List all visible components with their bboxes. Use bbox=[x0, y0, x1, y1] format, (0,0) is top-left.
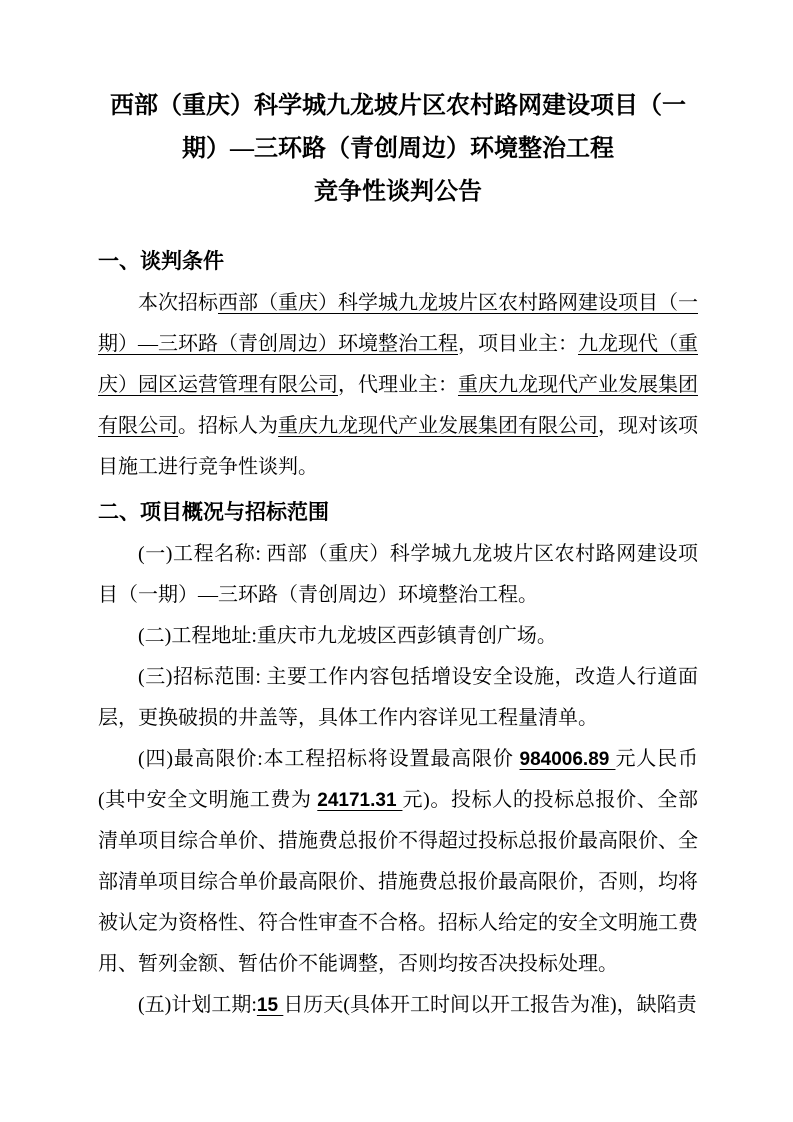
text-run: (五)计划工期: bbox=[138, 994, 257, 1016]
text-run: 重庆九龙现代产业发展集团有限公司 bbox=[98, 374, 698, 437]
text-run: 元)。投标人的投标总报价、全部清单项目综合单价、措施费总报价不得超过投标总报价最高限价、全部清单项目综合单价最高限价、措施费总报价最高限价，否则，均将被认定为资格性、符合性审查不合格。招标人给定的安全文明施工费用、暂列金额、暂估价不能调整，否则均按否决投标处理。 bbox=[98, 789, 698, 975]
text-run: 984006.89 bbox=[519, 749, 616, 770]
text-run: 24171.31 bbox=[317, 790, 403, 811]
text-run: (三)招标范围: 主要工作内容包括增设安全设施，改造人行道面层，更换破损的井盖等，具体工作内容详见工程量清单。 bbox=[98, 666, 698, 729]
text-run: (一)工程名称: 西部（重庆）科学城九龙坡片区农村路网建设项目（一期）—三环路（青创周边）环境整治工程。 bbox=[98, 543, 698, 606]
text-run: 。招标人为 bbox=[178, 415, 278, 437]
text-run: ，现对该项目施工进行竞争性谈判。 bbox=[98, 415, 698, 478]
text-run: 西部（重庆）科学城九龙坡片区农村路网建设项目（一期）—三环路（青创周边）环境整治工程 bbox=[98, 292, 698, 355]
section-heading-negotiation-conditions: 一、谈判条件 bbox=[98, 249, 224, 273]
text-run: 日历天(具体开工时间以开工报告为准)，缺陷责 bbox=[283, 994, 697, 1016]
document-title-line-2: 期）—三环路（青创周边）环境整治工程 bbox=[182, 136, 614, 162]
text-run: (二)工程地址:重庆市九龙坡区西彭镇青创广场。 bbox=[138, 625, 557, 647]
paragraph-max-price-limit bbox=[98, 739, 698, 985]
text-run: 九龙现代（重庆）园区运营管理有限公司 bbox=[98, 333, 698, 396]
paragraph-negotiation-conditions bbox=[98, 283, 698, 488]
document-title bbox=[98, 85, 698, 214]
text-run: 本次招标 bbox=[138, 292, 218, 314]
text-run: 元人民币(其中安全文明施工费为 bbox=[98, 748, 698, 811]
paragraph-bid-scope bbox=[98, 657, 698, 739]
text-run: 15 bbox=[256, 995, 284, 1016]
document-title-line-1: 西部（重庆）科学城九龙坡片区农村路网建设项目（一 bbox=[110, 93, 686, 119]
paragraph-project-name bbox=[98, 534, 698, 616]
text-run: ，代理业主： bbox=[338, 374, 458, 396]
paragraph-planned-duration bbox=[98, 985, 698, 1026]
section-heading-project-overview: 二、项目概况与招标范围 bbox=[98, 500, 329, 524]
text-run: 重庆九龙现代产业发展集团有限公司 bbox=[278, 415, 598, 437]
text-run: (四)最高限价:本工程招标将设置最高限价 bbox=[138, 748, 520, 770]
paragraph-project-address bbox=[98, 616, 698, 657]
document-title-line-3: 竞争性谈判公告 bbox=[314, 179, 482, 205]
text-run: ，项目业主： bbox=[458, 333, 578, 355]
